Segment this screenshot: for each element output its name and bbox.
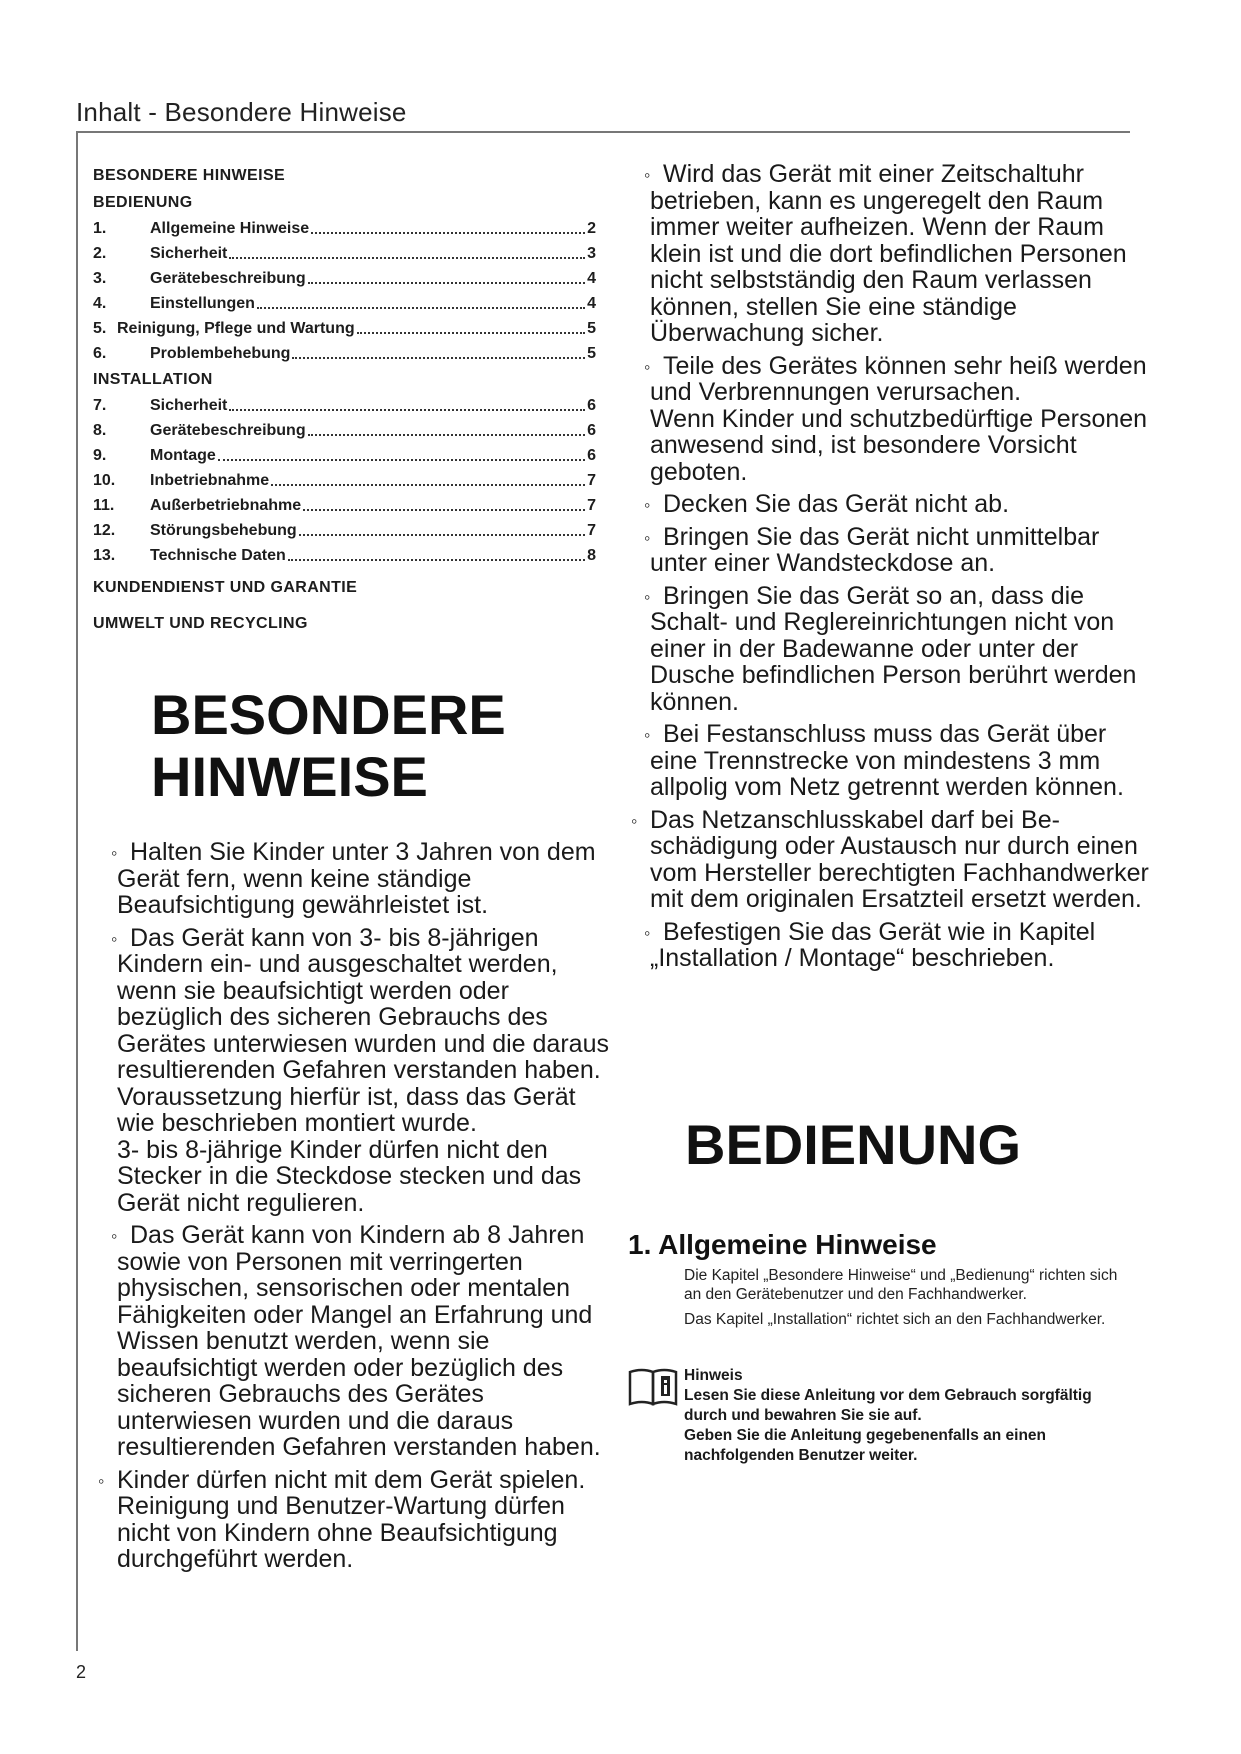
toc-entry-number: 7. [93, 397, 107, 414]
toc-entry[interactable] [93, 316, 596, 341]
bullet-item [98, 1465, 612, 1573]
bullet-item [644, 522, 1150, 577]
toc-entry-number: 6. [93, 345, 107, 362]
toc-entry-label: Gerätebeschreibung [150, 422, 306, 439]
toc-entry-label: Technische Daten [150, 547, 286, 564]
bullet-item [117, 1137, 612, 1217]
toc-entry-page: 3 [587, 245, 596, 262]
toc-section-umwelt[interactable]: UMWELT UND RECYCLING [93, 615, 308, 632]
toc-entry-number: 8. [93, 422, 107, 439]
toc-entry[interactable] [93, 543, 596, 568]
toc-entry-page: 6 [587, 447, 596, 464]
toc-leader-dots [311, 232, 585, 234]
heading-line-1: BESONDERE [151, 683, 506, 746]
toc-entry-label: Montage [150, 447, 216, 464]
bullet-text: Wird das Gerät mit einer Zeitschaltuhr betrieben, kann es ungeregelt den Raum immer weiter aufheizen. Wenn der Raum klein ist und die dort befindlichen Personen nicht selbstständig den Raum verlassen können, stellen Sie eine ständige Überwachung sicher. [650, 160, 1127, 347]
toc-entry-label: Inbetriebnahme [150, 472, 270, 489]
book-info-icon [628, 1366, 678, 1408]
toc-entry-number: 9. [93, 447, 107, 464]
safety-bullet-list-right [631, 160, 1150, 978]
section-heading-besondere-hinweise [151, 684, 571, 808]
note-title: Hinweis [684, 1367, 743, 1384]
bullet-text: Bei Festanschluss muss das Gerät über eine Trennstrecke von mindestens 3 mm allpolig vom Netz getrennt werden können. [650, 720, 1124, 801]
toc-entry-label: Sicherheit [150, 397, 228, 414]
bullet-item [111, 923, 612, 1137]
bullet-marker: ◦ [111, 843, 118, 863]
section-heading-bedienung: BEDIENUNG [685, 1113, 1022, 1176]
bullet-marker: ◦ [644, 527, 651, 548]
toc-leader-dots [257, 307, 585, 309]
bullet-marker: ◦ [644, 356, 651, 377]
toc-leader-dots [229, 257, 585, 259]
toc-entry-number: 3. [93, 270, 107, 287]
note-line-2: Geben Sie die Anleitung gegebenenfalls an einen nachfolgenden Benutzer weiter. [684, 1427, 1047, 1464]
toc-entry-number: 11. [93, 497, 115, 514]
bullet-item [644, 351, 1150, 406]
toc-entry-page: 4 [587, 270, 596, 287]
toc-entry-page: 8 [587, 547, 596, 564]
toc-entry-page: 5 [587, 320, 596, 337]
bullet-item [650, 406, 1150, 486]
bullet-marker: ◦ [98, 1470, 105, 1491]
toc-entry[interactable] [93, 341, 596, 366]
toc-entry-label: Störungsbehebung [150, 522, 297, 539]
left-margin-rule [76, 131, 78, 1651]
toc-entry[interactable] [93, 468, 596, 493]
note-line-1: Lesen Sie diese Anleitung vor dem Gebrauch sorgfältig durch und bewahren Sie sie auf. [684, 1387, 1092, 1424]
toc-entry-label: Einstellungen [150, 295, 255, 312]
bullet-text: Das Gerät kann von 3- bis 8-jährigen Kindern ein- und ausgeschaltet werden, wenn sie beaufsichtigt werden oder bezüglich des sicheren Gebrauchs des Gerätes unterwiesen wurden und die daraus resultierenden Gefahren verstanden haben. Voraussetzung hierfür ist, dass das Gerät wie beschrieben montiert wurde. [117, 923, 609, 1137]
page-number: 2 [76, 1662, 87, 1682]
toc-entry-label: Reinigung, Pflege und Wartung [117, 320, 355, 337]
toc-leader-dots [303, 509, 585, 511]
toc-entry-label: Sicherheit [150, 245, 228, 262]
toc-entry-page: 7 [587, 497, 596, 514]
toc-entry-page: 7 [587, 472, 596, 489]
toc-leader-dots [292, 357, 585, 359]
bullet-item [644, 917, 1150, 972]
bullet-item [111, 1221, 612, 1461]
toc-section-bedienung[interactable]: BEDIENUNG [93, 194, 193, 211]
toc-entry-number: 10. [93, 472, 116, 489]
toc-entry[interactable] [93, 216, 596, 241]
toc-entry[interactable] [93, 418, 596, 443]
bullet-marker: ◦ [644, 586, 651, 607]
bullet-text: Kinder dürfen nicht mit dem Gerät spielen. Reinigung und Benutzer-Wartung dürfen nicht von Kindern ohne Beaufsichtigung durchgeführt werden. [117, 1465, 586, 1573]
toc-entry[interactable] [93, 266, 596, 291]
toc-entry[interactable] [93, 393, 596, 418]
bullet-item [111, 838, 612, 919]
toc-entry[interactable] [93, 518, 596, 543]
toc-entry-label: Außerbetriebnahme [150, 497, 302, 514]
bullet-text: Decken Sie das Gerät nicht ab. [663, 490, 1010, 518]
toc-leader-dots [288, 559, 585, 561]
toc-entry-page: 7 [587, 522, 596, 539]
toc-section-kundendienst[interactable]: KUNDENDIENST UND GARANTIE [93, 579, 358, 596]
heading-line-2: HINWEISE [151, 745, 428, 808]
bullet-text: 3- bis 8-jährige Kinder dürfen nicht den Stecker in die Steckdose stecken und das Gerät nicht regulieren. [117, 1135, 582, 1217]
toc-entry[interactable] [93, 493, 596, 518]
bullet-item [631, 805, 1150, 913]
bullet-marker: ◦ [644, 725, 651, 745]
bullet-text: Teile des Gerätes können sehr heiß werden und Verbrennungen verursachen. [650, 351, 1147, 406]
header-rule [76, 131, 1130, 133]
toc-entry-label: Gerätebeschreibung [150, 270, 306, 287]
bullet-marker: ◦ [644, 922, 651, 943]
safety-bullet-list-left [98, 838, 612, 1579]
toc-entry-page: 5 [587, 345, 596, 362]
bullet-marker: ◦ [111, 928, 118, 949]
bullet-marker: ◦ [111, 1226, 118, 1246]
bullet-text: Halten Sie Kinder unter 3 Jahren von dem Gerät fern, wenn keine ständige Beaufsichtigung gewährleistet ist. [117, 838, 596, 919]
toc-entry-label: Problembehebung [150, 345, 291, 362]
note-box [684, 1366, 1134, 1466]
bullet-marker: ◦ [644, 495, 651, 515]
bullet-text: Das Netzanschlusskabel darf bei Beschädigung oder Austausch nur durch einen vom Hersteller berechtigten Fachhandwerker mit dem originalen Ersatzteil ersetzt werden. [650, 805, 1149, 913]
toc-entry-number: 5. [93, 320, 107, 337]
toc-entry-number: 13. [93, 547, 116, 564]
bullet-marker: ◦ [644, 165, 651, 185]
bullet-text: Bringen Sie das Gerät so an, dass die Schalt- und Reglereinrichtungen nicht von einer in der Badewanne oder unter der Dusche befindlichen Person berührt werden können. [650, 581, 1137, 716]
page-header-title: Inhalt - Besondere Hinweise [76, 97, 407, 127]
bullet-item [644, 160, 1150, 347]
toc-entry-label: Allgemeine Hinweise [150, 220, 310, 237]
toc-entry[interactable] [93, 241, 596, 266]
bullet-item [644, 581, 1150, 716]
paragraph-kapitel-besondere: Die Kapitel „Besondere Hinweise“ und „Bedienung“ richten sich an den Gerätebenutzer und den Fachhandwerker. [684, 1267, 1118, 1303]
subsection-title-allgemeine-hinweise: 1. Allgemeine Hinweise [628, 1229, 937, 1260]
paragraph-kapitel-installation: Das Kapitel „Installation“ richtet sich an den Fachhandwerker. [684, 1311, 1106, 1328]
toc-section-besondere-hinweise[interactable]: BESONDERE HINWEISE [93, 167, 286, 184]
toc-leader-dots [271, 484, 585, 486]
toc-leader-dots [229, 409, 585, 411]
bullet-marker: ◦ [631, 810, 638, 831]
toc-section-installation[interactable]: INSTALLATION [93, 371, 213, 388]
toc-entry-number: 4. [93, 295, 107, 312]
toc-entry[interactable] [93, 291, 596, 316]
toc-entry-number: 2. [93, 245, 107, 262]
bullet-text: Bringen Sie das Gerät nicht unmittelbar unter einer Wandsteckdose an. [650, 522, 1100, 577]
toc-entry-number: 12. [93, 522, 116, 539]
toc-entry-page: 6 [587, 422, 596, 439]
bullet-text: Das Gerät kann von Kindern ab 8 Jahren sowie von Personen mit verringerten physischen, sensorischen oder mentalen Fähigkeiten oder Mangel an Erfahrung und Wissen benutzt werden, wenn sie beaufsichtigt werden oder bezüglich des sicheren Gebrauchs des Gerätes unterwiesen wurden und die daraus resultierenden Gefahren verstanden haben. [117, 1221, 601, 1461]
toc-entry[interactable] [93, 443, 596, 468]
toc-entry-page: 2 [587, 220, 596, 237]
toc-leader-dots [299, 534, 585, 536]
bullet-text: Wenn Kinder und schutzbedürftige Personen anwesend sind, ist besondere Vorsicht geboten. [650, 404, 1148, 486]
toc-entry-page: 6 [587, 397, 596, 414]
toc-entry-page: 4 [587, 295, 596, 312]
bullet-item [644, 720, 1150, 801]
toc-leader-dots [357, 332, 585, 334]
toc-leader-dots [308, 282, 585, 284]
toc-leader-dots [218, 459, 585, 461]
toc-leader-dots [308, 434, 585, 436]
bullet-text: Befestigen Sie das Gerät wie in Kapitel „Installation / Montage“ beschrieben. [650, 917, 1096, 972]
bullet-item [644, 490, 1150, 518]
table-of-contents [93, 162, 596, 640]
toc-entry-number: 1. [93, 220, 107, 237]
